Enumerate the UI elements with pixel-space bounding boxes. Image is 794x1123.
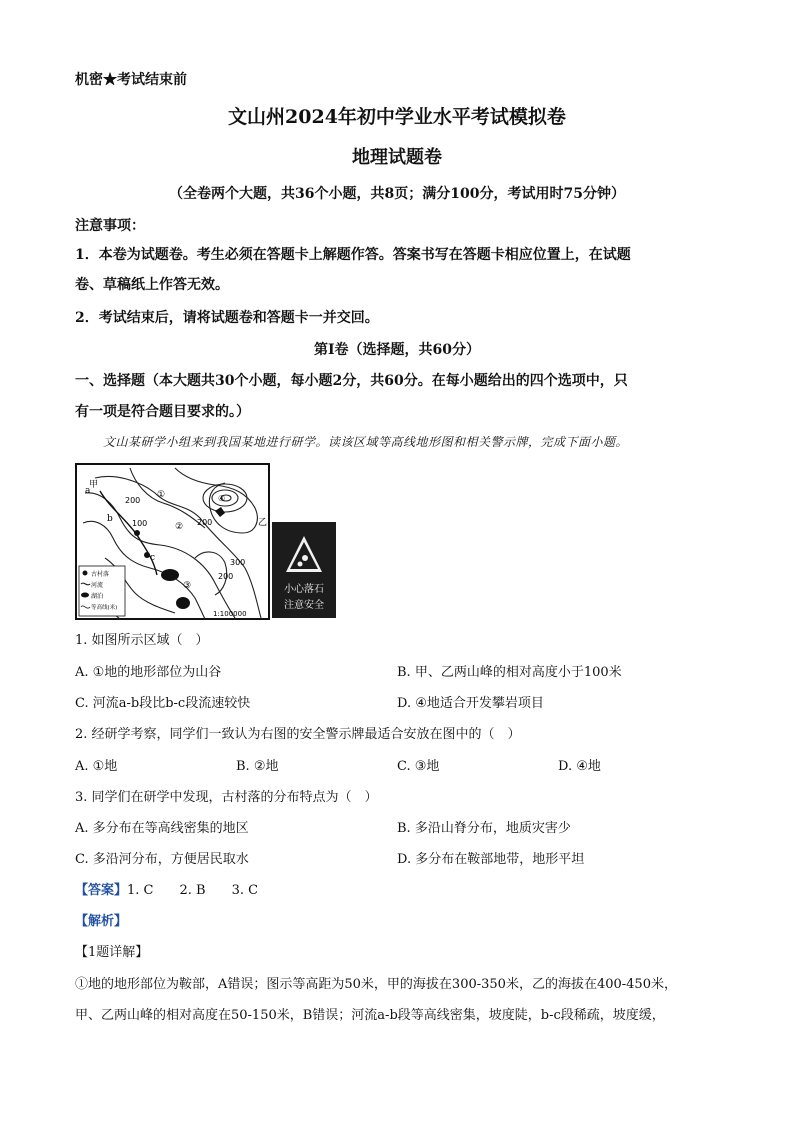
subject-title: 地理试题卷 xyxy=(352,147,442,168)
answer-row xyxy=(75,879,258,898)
site-2-label: ② xyxy=(175,522,184,532)
lake-shape xyxy=(176,597,190,609)
confidential-label: 机密★考试结束前 xyxy=(75,72,187,88)
detail-title: 【1题详解】 xyxy=(75,945,149,960)
warning-sign xyxy=(272,522,336,618)
legend-lake-icon xyxy=(81,593,89,598)
notes-item-1-line-1: 1．本卷为试题卷。考生必须在答题卡上解题作答。答案书写在答题卡相应位置上，在试题 xyxy=(75,247,631,263)
peak-jia-label: 甲 xyxy=(89,480,99,490)
question-1-option-a: A. ①地的地形部位为山谷 xyxy=(75,665,222,680)
site-1-label: ① xyxy=(157,490,166,500)
village-dot xyxy=(134,530,140,536)
analysis-line-1: ①地的地形部位为鞍部，A错误；图示等高距为50米，甲的海拔在300-350米，乙的海拔在400-450米， xyxy=(75,977,677,992)
contour-300-label: 300 xyxy=(230,558,246,567)
sign-text-line-2: 注意安全 xyxy=(284,600,324,611)
legend-contour-label: 等高线(米) xyxy=(91,605,118,611)
contour-200-label-c: 200 xyxy=(218,572,234,581)
map-scale: 1:100000 xyxy=(213,610,247,618)
question-2-option-d: D. ④地 xyxy=(558,759,601,774)
question-2-option-a: A. ①地 xyxy=(75,759,118,774)
question-1-option-d: D. ④地适合开发攀岩项目 xyxy=(397,696,544,711)
contour-200-label: 200 xyxy=(125,496,141,505)
contour-map xyxy=(75,463,270,620)
legend-village-label: 古村落 xyxy=(91,571,110,578)
peak-yi-label: 乙 xyxy=(258,518,268,528)
site-3-label: ③ xyxy=(183,581,192,591)
lake-shape xyxy=(161,569,179,581)
question-3-option-b: B. 多沿山脊分布，地质灾害少 xyxy=(397,821,571,836)
analysis-label: 【解析】 xyxy=(75,914,128,929)
exam-subtitle: （全卷两个大题，共36个小题，共8页；满分100分，考试用时75分钟） xyxy=(169,186,625,202)
question-3-option-c: C. 多沿河分布，方便居民取水 xyxy=(75,852,249,867)
point-c-label: c xyxy=(150,553,156,563)
question-1-stem: 1. 如图所示区域（ ） xyxy=(75,633,209,648)
answer-text: 1. C 2. B 3. C xyxy=(127,883,259,898)
legend-village-icon xyxy=(83,571,88,576)
section1-line-1: 一、选择题（本大题共30个小题，每小题2分，共60分。在每小题给出的四个选项中，只 xyxy=(75,373,628,389)
legend-lake-label: 湖泊 xyxy=(91,593,104,600)
exam-title: 文山州2024年初中学业水平考试模拟卷 xyxy=(228,106,566,128)
question-1-option-c: C. 河流a-b段比b-c段流速较快 xyxy=(75,696,251,711)
contour-100-label: 100 xyxy=(132,519,148,528)
analysis-line-2: 甲、乙两山峰的相对高度在50-150米，B错误；河流a-b段等高线密集，坡度陡，b-c段稀疏，坡度缓， xyxy=(75,1008,665,1023)
answer-label: 【答案】 xyxy=(75,883,128,898)
question-3-stem: 3. 同学们在研学中发现，古村落的分布特点为（ ） xyxy=(75,790,378,805)
part1-title: 第Ⅰ卷（选择题，共60分） xyxy=(313,342,481,358)
question-1-option-b: B. 甲、乙两山峰的相对高度小于100米 xyxy=(397,665,622,680)
question-3-option-d: D. 多分布在鞍部地带，地形平坦 xyxy=(397,852,585,867)
section1-line-2: 有一项是符合题目要求的。） xyxy=(75,404,250,420)
legend-river-label: 河流 xyxy=(91,582,104,589)
point-b-label: b xyxy=(107,514,113,524)
question-2-option-b: B. ②地 xyxy=(236,759,279,774)
question-2-stem: 2. 经研学考察，同学们一致认为右图的安全警示牌最适合安放在图中的（ ） xyxy=(75,727,521,742)
question-3-option-a: A. 多分布在等高线密集的地区 xyxy=(75,821,249,836)
section1-intro: 文山某研学小组来到我国某地进行研学。读该区域等高线地形图和相关警示牌，完成下面小题。 xyxy=(103,435,629,449)
site-4-label: ④ xyxy=(218,494,226,503)
sign-text-line-1: 小心落石 xyxy=(284,584,324,595)
notes-item-1-line-2: 卷、草稿纸上作答无效。 xyxy=(75,277,229,293)
notes-heading: 注意事项： xyxy=(75,218,145,234)
notes-item-2: 2．考试结束后，请将试题卷和答题卡一并交回。 xyxy=(75,310,379,326)
contour-200-label-b: 200 xyxy=(197,518,213,527)
falling-rock-icon xyxy=(302,555,308,561)
question-2-option-c: C. ③地 xyxy=(397,759,440,774)
point-a-label: a xyxy=(85,486,91,496)
